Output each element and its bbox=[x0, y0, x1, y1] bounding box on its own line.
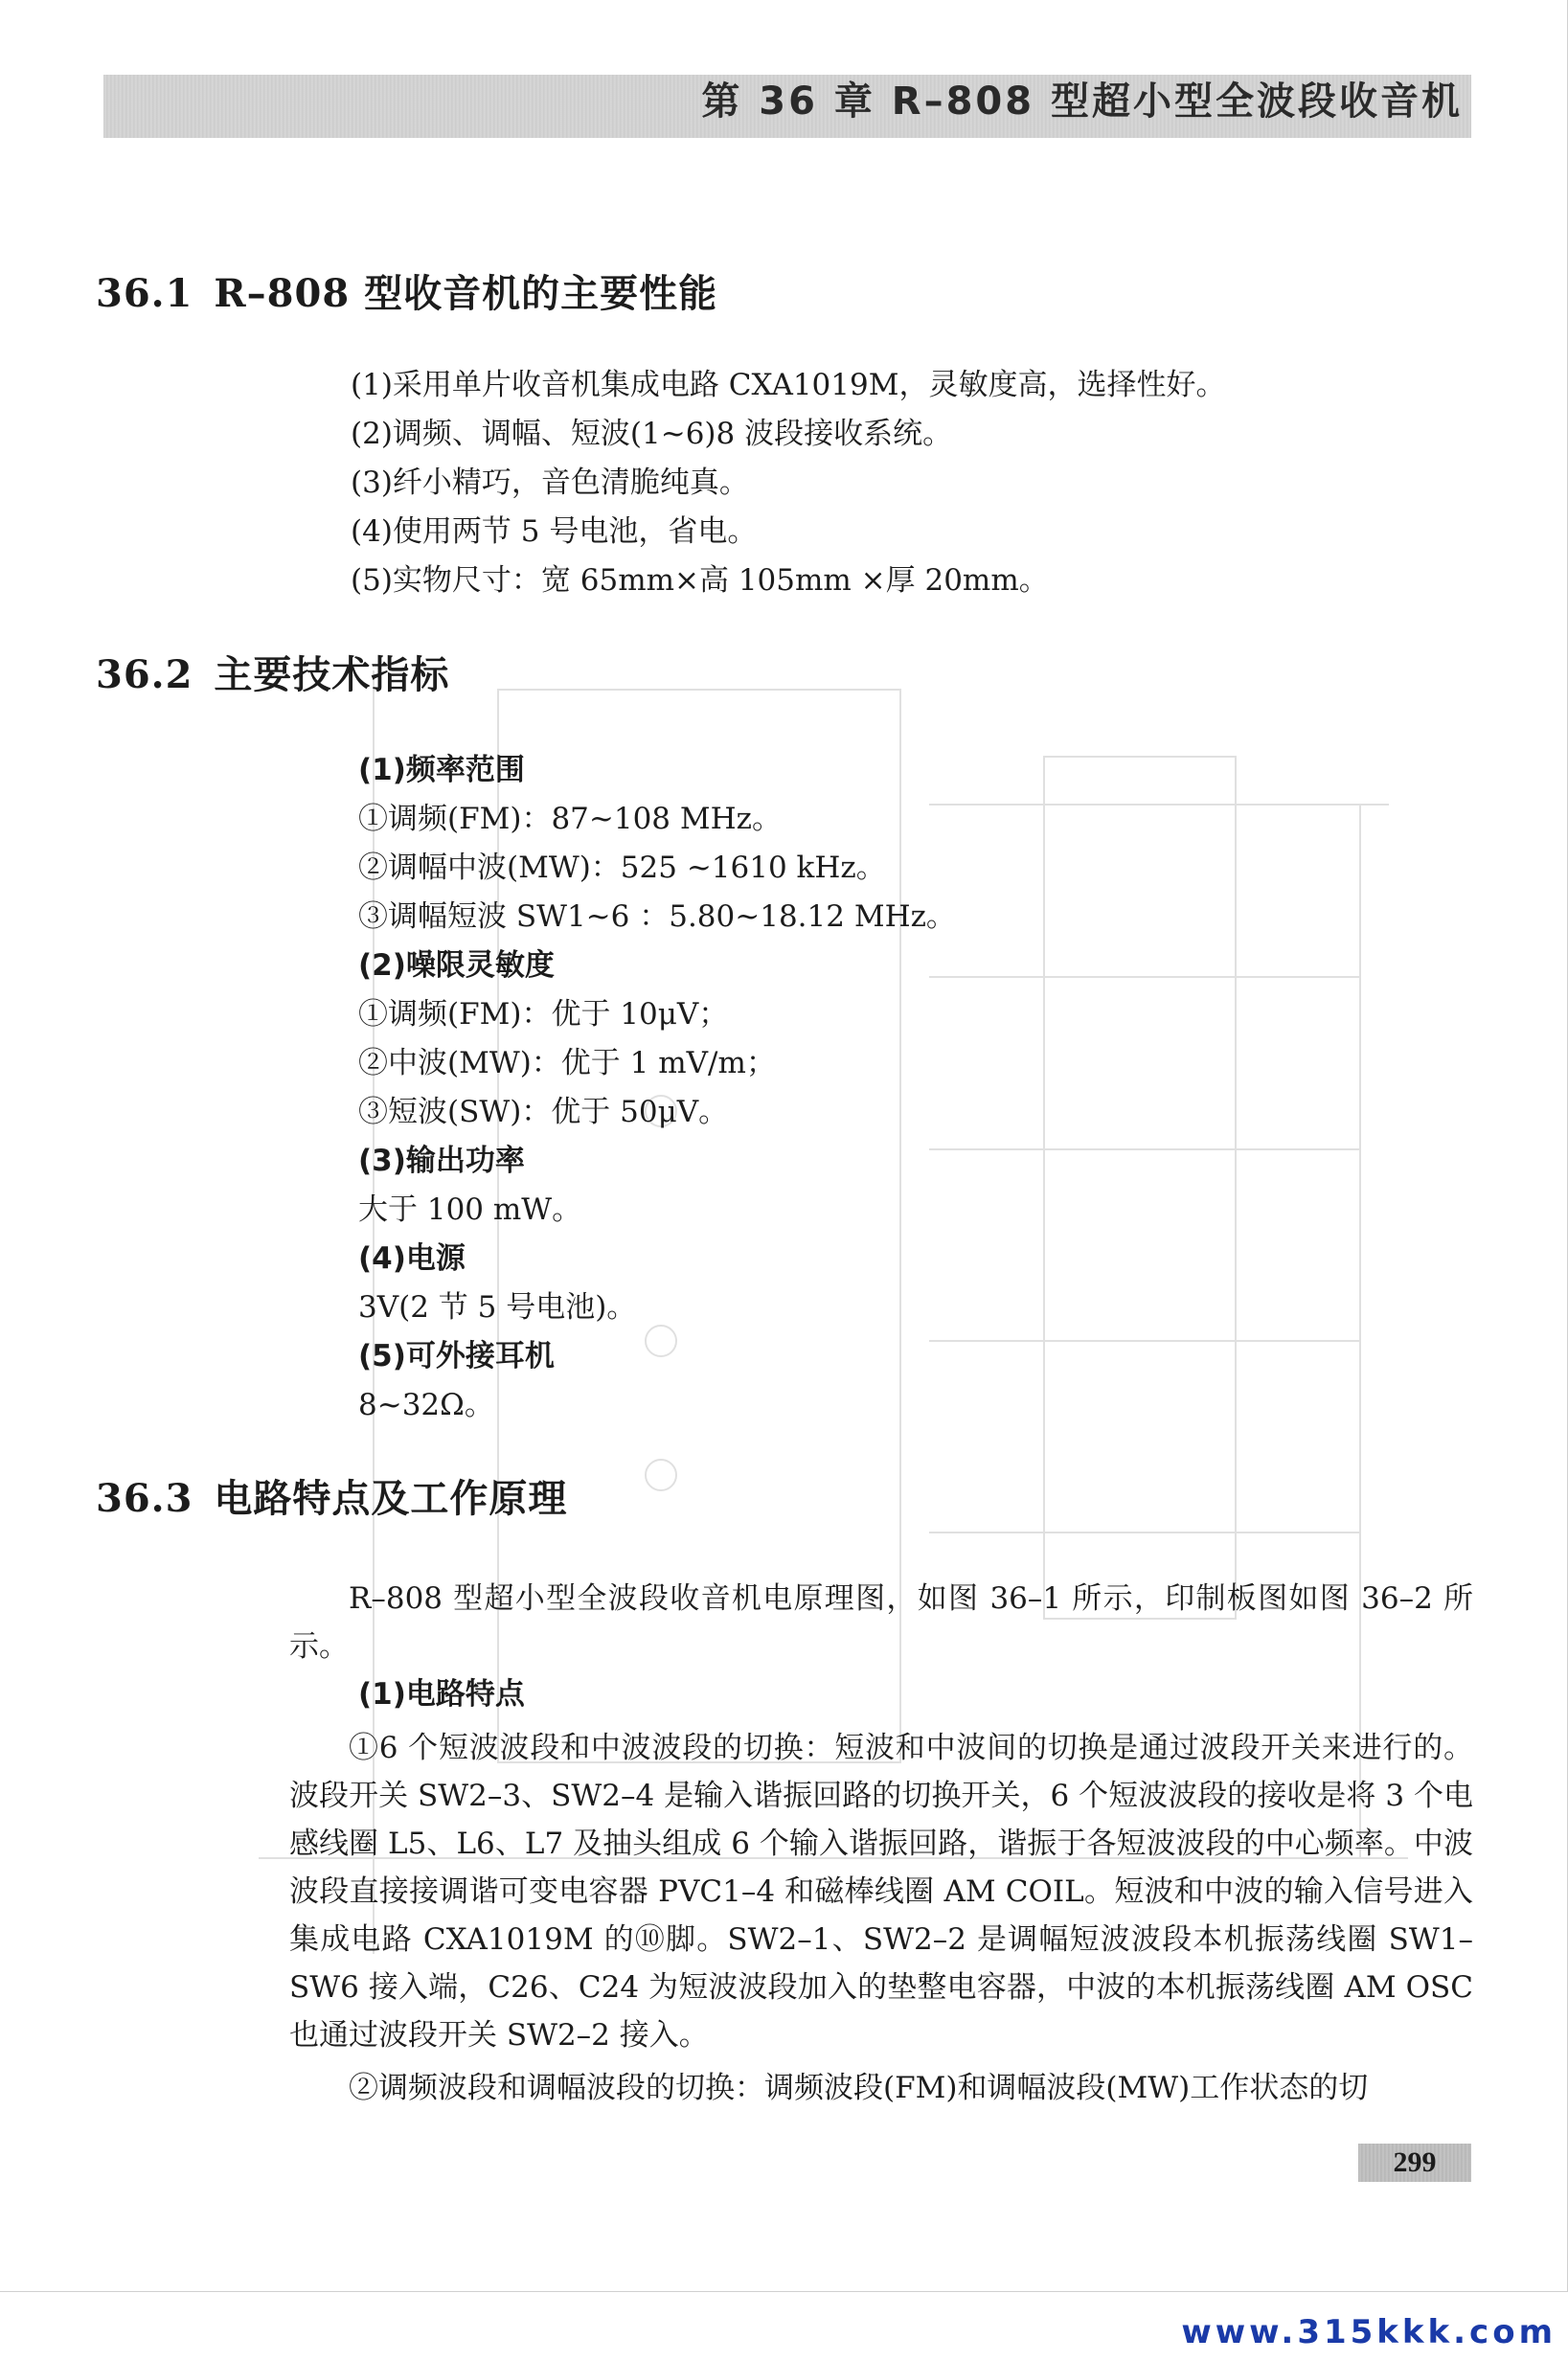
section-title: 主要技术指标 bbox=[214, 652, 450, 697]
spec-subheading: (4)电源 bbox=[358, 1241, 466, 1276]
spec-line: ②调幅中波(MW)：525 ~1610 kHz。 bbox=[358, 851, 886, 885]
list-item: (5)实物尺寸：宽 65mm×高 105mm ×厚 20mm。 bbox=[351, 563, 1049, 598]
spec-subheading: (5)可外接耳机 bbox=[358, 1339, 555, 1373]
spec-subheading: (2)噪限灵敏度 bbox=[358, 948, 555, 983]
list-item: (3)纤小精巧，音色清脆纯真。 bbox=[351, 465, 749, 500]
spec-line: ②中波(MW)：优于 1 mV/m； bbox=[358, 1046, 776, 1080]
body-paragraph: ①6 个短波波段和中波波段的切换：短波和中波间的切换是通过波段开关来进行的。波段开关 SW2–3、SW2–4 是输入谐振回路的切换开关，6 个短波波段的接收是将 3 个电感线圈 L5、L6、L7 及抽头组成 6 个输入谐振回路，谐振于各短波波段的中心频率。中波波段直接接调谐可变电容器 PVC1–4 和磁棒线圈 AM COIL。短波和中波的输入信号进入集成电路 CXA1019M 的⑩脚。SW2–1、SW2–2 是调幅短波波段本机振荡线圈 SW1–SW6 接入端，C26、C24 为短波波段加入的垫整电容器，中波的本机振荡线圈 AM OSC 也通过波段开关 SW2–2 接入。 bbox=[289, 1731, 1473, 2053]
list-item: (1)采用单片收音机集成电路 CXA1019M，灵敏度高，选择性好。 bbox=[351, 368, 1226, 402]
spec-line: ①调频(FM)：优于 10μV； bbox=[358, 997, 729, 1032]
list-item: (2)调频、调幅、短波(1~6)8 波段接收系统。 bbox=[351, 417, 953, 451]
spec-line: 3V(2 节 5 号电池)。 bbox=[358, 1290, 637, 1325]
section-number: 36.2 bbox=[96, 652, 193, 697]
section-number: 36.3 bbox=[96, 1476, 193, 1521]
spec-line: ③调幅短波 SW1~6 ：5.80~18.12 MHz。 bbox=[358, 899, 956, 934]
spec-line: ③短波(SW)：优于 50μV。 bbox=[358, 1095, 729, 1129]
circuit-features-subheading: (1)电路特点 bbox=[358, 1677, 525, 1712]
spec-line: 大于 100 mW。 bbox=[358, 1192, 582, 1227]
spec-subheading: (3)输出功率 bbox=[358, 1144, 525, 1178]
spec-subheading: (1)频率范围 bbox=[358, 753, 525, 787]
section-heading-36-2 bbox=[96, 645, 449, 699]
section-number: 36.1 bbox=[96, 271, 193, 316]
list-item: (4)使用两节 5 号电池，省电。 bbox=[351, 514, 758, 549]
site-watermark: www.315kkk.com bbox=[1181, 2313, 1557, 2351]
page-number: 299 bbox=[1358, 2144, 1471, 2182]
section-heading-36-3 bbox=[96, 1468, 567, 1523]
spec-line: ①调频(FM)：87~108 MHz。 bbox=[358, 802, 782, 836]
section-title: R–808 型收音机的主要性能 bbox=[214, 271, 718, 316]
section-heading-36-1 bbox=[96, 263, 717, 318]
spec-line: 8~32Ω。 bbox=[358, 1388, 494, 1422]
section-title: 电路特点及工作原理 bbox=[214, 1476, 568, 1521]
intro-paragraph: R–808 型超小型全波段收音机电原理图，如图 36–1 所示，印制板图如图 36–2 所示。 bbox=[289, 1581, 1473, 1664]
body-paragraph: ②调频波段和调幅波段的切换：调频波段(FM)和调幅波段(MW)工作状态的切 bbox=[349, 2071, 1369, 2105]
chapter-header-title: 第 36 章 R–808 型超小型全波段收音机 bbox=[701, 79, 1463, 124]
